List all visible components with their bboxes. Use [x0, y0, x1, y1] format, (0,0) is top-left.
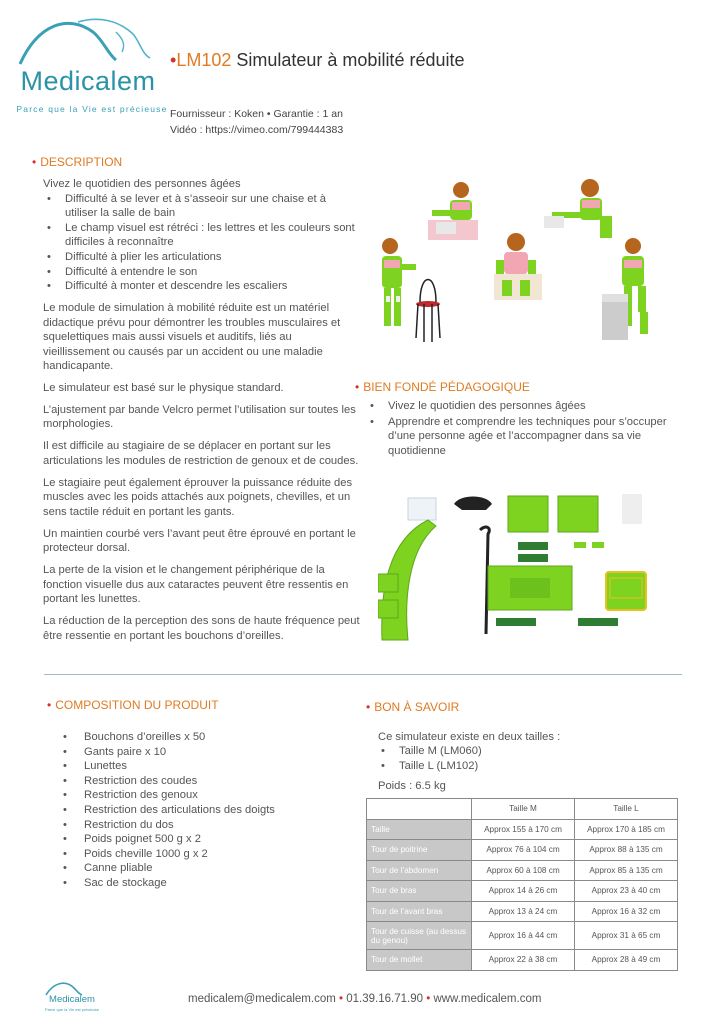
table-row: [367, 881, 678, 902]
person-seated-front: [494, 233, 542, 300]
brand-tagline: Parce que la Vie est précieuse: [16, 104, 168, 114]
size-m-value: Approx 14 à 26 cm: [472, 881, 575, 902]
title-bullet: •: [170, 50, 177, 70]
size-l-value: Approx 85 à 135 cm: [575, 860, 678, 881]
knee-restriction-right: [558, 496, 598, 532]
table-row: [367, 860, 678, 881]
row-label: Tour de cuisse (au dessus du genou): [367, 922, 472, 950]
list-item: • Bouchons d’oreilles x 50: [63, 730, 275, 745]
heading-bullet: •: [366, 700, 371, 714]
bon-a-savoir-heading-text: BON À SAVOIR: [374, 700, 460, 714]
sizes-list: [378, 744, 482, 773]
section-divider: [44, 674, 682, 675]
bien-fonde-heading-text: BIEN FONDÉ PÉDAGOGIQUE: [363, 380, 530, 394]
description-bullets: [43, 192, 361, 294]
description-paragraph: La réduction de la perception des sons de haute fréquence peut être ressentie en portant les bouchons d’oreilles.: [43, 614, 360, 642]
composition-heading: [47, 698, 219, 712]
video-line[interactable]: Vidéo : https://vimeo.com/799444383: [170, 124, 344, 136]
list-item: • Sac de stockage: [63, 876, 275, 891]
size-l-value: Approx 31 à 65 cm: [575, 922, 678, 950]
list-item: • Poids cheville 1000 g x 2: [63, 847, 275, 862]
composition-heading-text: COMPOSITION DU PRODUIT: [55, 698, 219, 712]
footer-logo: [32, 980, 112, 1016]
person-seated-reading: [544, 179, 612, 238]
footer-phone[interactable]: 01.39.16.71.90: [346, 993, 423, 1005]
description-heading-text: DESCRIPTION: [40, 155, 123, 169]
list-item: • Lunettes: [63, 759, 275, 774]
description-body: [43, 177, 361, 643]
description-paragraph: L’ajustement par bande Velcro permet l’utilisation sur toutes les morphologies.: [43, 403, 356, 431]
row-label: Tour de poitrine: [367, 840, 472, 861]
footer-website[interactable]: www.medicalem.com: [433, 993, 542, 1005]
brand-logo: [8, 14, 168, 114]
size-l-value: Approx 16 à 32 cm: [575, 901, 678, 922]
description-paragraph: Un maintien courbé vers l’avant peut être éprouvé en portant le protecteur dorsal.: [43, 527, 356, 555]
description-paragraph: La perte de la vision et le changement périphérique de la fonction visuelle dus aux cataractes peuvent être ressentis en portant les lunettes.: [43, 563, 349, 606]
heading-bullet: •: [32, 155, 37, 169]
equipment-kit-illustration: [378, 490, 674, 646]
bon-a-savoir-heading: [366, 700, 459, 714]
description-intro: Vivez le quotidien des personnes âgées: [43, 178, 241, 190]
earplugs-box: [408, 498, 436, 520]
list-item: • Taille L (LM102): [378, 759, 482, 774]
list-item: • Restriction des coudes: [63, 774, 275, 789]
size-m-value: Approx 60 à 108 cm: [472, 860, 575, 881]
heading-bullet: •: [47, 698, 52, 712]
product-title: Simulateur à mobilité réduite: [236, 50, 465, 70]
wave-logo-icon: [18, 14, 158, 66]
list-item: • Taille M (LM060): [378, 744, 482, 759]
list-item: • Le champ visuel est rétréci : les lettres et les couleurs sont difficiles à reconnaître: [43, 221, 361, 250]
table-header-cell: Taille L: [575, 799, 678, 820]
ankle-weight: [578, 618, 618, 626]
finger-restriction: [592, 542, 604, 548]
list-item: • Restriction des genoux: [63, 788, 275, 803]
footer-logo-name: Medicalem: [49, 994, 95, 1005]
footer-separator: •: [339, 993, 344, 1005]
list-item: • Restriction des articulations des doigts: [63, 803, 275, 818]
page-title: [170, 50, 465, 71]
size-m-value: Approx 76 à 104 cm: [472, 840, 575, 861]
description-paragraph: Le stagiaire peut également éprouver la puissance réduite des muscles avec les poids attachés aux poignets, chevilles, et un sens tactile réduit en portant les gants.: [43, 476, 353, 518]
person-standing-chair: [382, 238, 440, 342]
list-item: • Difficulté à plier les articulations: [43, 250, 361, 265]
wrist-weight: [518, 554, 548, 562]
row-label: Tour de l’avant bras: [367, 901, 472, 922]
description-paragraph: Le module de simulation à mobilité réduite est un matériel didactique prévu pour démontrer les troubles musculaires et squelettiques mais aussi visuels et auditifs, liés au vieillissement ou causés par un accident ou une maladie handicapante.: [43, 301, 341, 373]
list-item: • Apprendre et comprendre les techniques pour s’occuper d’une personne agée et l’accompagner dans sa vie quotidienne: [367, 415, 677, 459]
person-seated-writing: [428, 182, 478, 240]
list-item: • Poids poignet 500 g x 2: [63, 832, 275, 847]
knee-restriction-left: [508, 496, 548, 532]
finger-restriction: [574, 542, 586, 548]
list-item: • Difficulté à entendre le son: [43, 265, 361, 280]
size-l-value: Approx 170 à 185 cm: [575, 819, 678, 840]
size-m-value: Approx 155 à 170 cm: [472, 819, 575, 840]
bien-fonde-list: [367, 399, 677, 459]
size-m-value: Approx 16 à 44 cm: [472, 922, 575, 950]
size-m-value: Approx 13 à 24 cm: [472, 901, 575, 922]
footer-contact: [188, 993, 541, 1005]
size-l-value: Approx 88 à 135 cm: [575, 840, 678, 861]
supplier-line: Fournisseur : Koken • Garantie : 1 an: [170, 108, 343, 120]
row-label: Tour de bras: [367, 881, 472, 902]
ankle-weight: [496, 618, 536, 626]
table-row: [367, 819, 678, 840]
brand-name: Medicalem: [20, 66, 156, 96]
bien-fonde-heading: [355, 380, 530, 394]
description-heading: [32, 155, 122, 169]
size-table: [366, 798, 678, 971]
list-item: • Difficulté à monter et descendre les escaliers: [43, 279, 361, 294]
footer-email[interactable]: medicalem@medicalem.com: [188, 993, 336, 1005]
list-item: • Vivez le quotidien des personnes âgées: [367, 399, 677, 414]
list-item: • Gants paire x 10: [63, 745, 275, 760]
size-m-value: Approx 22 à 38 cm: [472, 950, 575, 971]
product-weight: Poids : 6.5 kg: [378, 780, 446, 792]
table-row: [367, 950, 678, 971]
footer-separator: •: [426, 993, 431, 1005]
list-item: • Restriction du dos: [63, 818, 275, 833]
wrist-weight: [518, 542, 548, 550]
table-row: [367, 840, 678, 861]
person-climbing-step: [602, 238, 648, 340]
footer-logo-tagline: Parce que la Vie est précieuse: [44, 1007, 100, 1012]
table-row: [367, 901, 678, 922]
table-header-row: [367, 799, 678, 820]
table-header-cell: Taille M: [472, 799, 575, 820]
table-header-cell: [367, 799, 472, 820]
list-item: • Canne pliable: [63, 861, 275, 876]
table-row: [367, 922, 678, 950]
size-l-value: Approx 23 à 40 cm: [575, 881, 678, 902]
gloves-pack: [622, 494, 642, 524]
composition-list: [63, 730, 275, 891]
row-label: Tour de l’abdomen: [367, 860, 472, 881]
size-l-value: Approx 28 à 49 cm: [575, 950, 678, 971]
description-paragraph: Il est difficile au stagiaire de se déplacer en portant sur les articulations les modules de restriction de genoux et de coudes.: [43, 440, 359, 467]
product-code: LM102: [176, 50, 232, 70]
row-label: Taille: [367, 819, 472, 840]
sizes-intro: Ce simulateur existe en deux tailles :: [378, 731, 561, 743]
heading-bullet: •: [355, 380, 360, 394]
simulator-usage-illustration: [376, 176, 676, 344]
glasses-icon: [454, 497, 492, 511]
row-label: Tour de mollet: [367, 950, 472, 971]
list-item: • Difficulté à se lever et à s’asseoir sur une chaise et à utiliser la salle de bain: [43, 192, 361, 221]
description-paragraph: Le simulateur est basé sur le physique standard.: [43, 382, 284, 395]
